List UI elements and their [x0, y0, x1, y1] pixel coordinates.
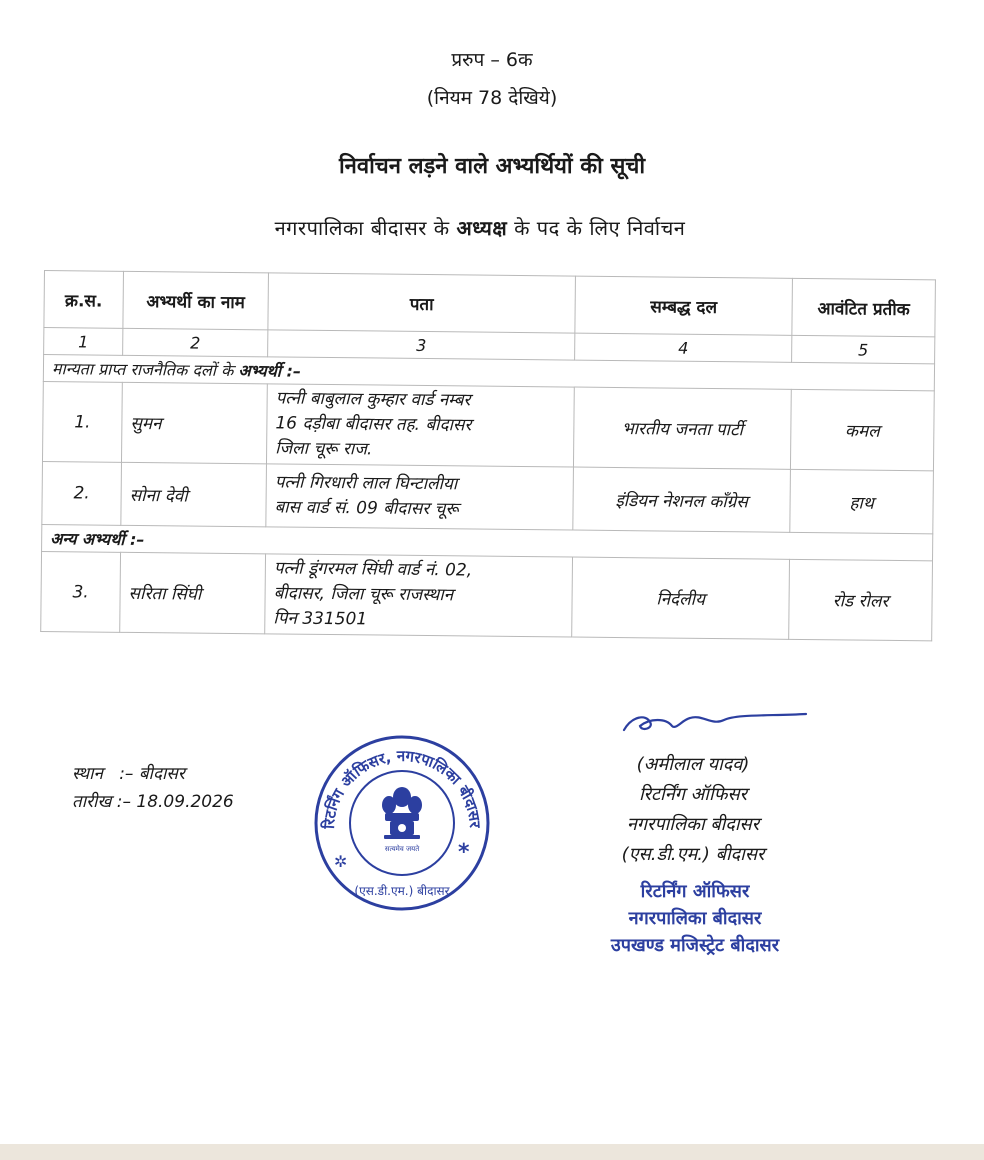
section-label-bold: अभ्यर्थी :–	[238, 361, 302, 381]
place-label: स्थान	[72, 764, 103, 784]
officer-signature	[620, 706, 810, 740]
address-line: बास वार्ड सं. 09 बीदासर चूरू	[274, 497, 459, 520]
stamp-line: रिटर्निंग ऑफिसर	[640, 881, 750, 902]
address-line: पत्नी डूंगरमल सिंघी वार्ड नं. 02,	[273, 558, 473, 581]
seal-graphic	[312, 733, 492, 913]
col-number: 4	[575, 333, 792, 362]
table-row	[42, 461, 934, 533]
officer-name: (अमीलाल यादव)	[636, 754, 750, 775]
address-line: पत्नी गिरधारी लाल घिन्टालीया	[274, 472, 458, 495]
officer-post: (एस.डी.एम.) बीदासर	[621, 844, 765, 865]
candidate-party: इंडियन नेशनल कॉंग्रेस	[573, 467, 791, 532]
col-number: 5	[792, 335, 935, 363]
candidate-name: सुमन	[121, 382, 267, 464]
candidate-serial: 3.	[41, 551, 121, 632]
candidate-address	[266, 464, 574, 530]
seal-star-icon: ✲	[334, 852, 348, 871]
place-line	[72, 760, 234, 788]
subtitle-prefix: नगरपालिका बीदासर के	[274, 216, 457, 240]
col-number: 1	[44, 328, 123, 356]
candidate-symbol: रोड रोलर	[789, 559, 933, 640]
candidate-name: सोना देवी	[121, 462, 267, 527]
seal-asterisk-icon: *	[458, 840, 470, 865]
official-seal	[312, 733, 492, 913]
address-line: 16 दड़ीबा बीदासर तह. बीदासर	[275, 413, 472, 436]
col-header-address: पता	[268, 273, 576, 333]
col-header-symbol: आवंटित प्रतीक	[792, 278, 936, 336]
form-number: प्ररुप – 6क	[451, 49, 533, 71]
seal-ring-text: रिटर्निंग ऑफिसर, नगरपालिका बीदासर	[319, 746, 485, 830]
document-subtitle	[0, 214, 960, 241]
address-line: पिन 331501	[273, 608, 368, 630]
stamp-line: उपखण्ड मजिस्ट्रेट बीदासर	[610, 935, 780, 956]
candidate-address	[266, 384, 574, 467]
stamp-line: नगरपालिका बीदासर	[628, 908, 762, 929]
officer-organisation: नगरपालिका बीदासर	[626, 814, 760, 835]
table-row	[41, 551, 933, 640]
officer-block	[578, 750, 808, 870]
place-value: :– बीदासर	[119, 764, 185, 784]
officer-title: रिटर्निंग ऑफिसर	[638, 784, 748, 805]
candidate-serial: 1.	[42, 381, 122, 462]
seal-bottom-text: (एस.डी.एम.) बीदासर	[354, 884, 450, 898]
candidate-symbol: हाथ	[790, 469, 934, 533]
designation-stamp	[560, 878, 830, 959]
candidate-name: सरिता सिंघी	[120, 552, 266, 634]
col-header-name: अभ्यर्थी का नाम	[123, 271, 269, 330]
place-date-block	[72, 760, 234, 816]
date-value: :– 18.09.2026	[116, 792, 234, 812]
date-label: तारीख	[72, 792, 112, 812]
col-number: 3	[268, 330, 575, 360]
candidate-serial: 2.	[42, 461, 122, 525]
date-line	[72, 788, 234, 816]
candidate-address	[265, 554, 573, 637]
address-line: पत्नी बाबुलाल कुम्हार वार्ड नम्बर	[275, 388, 471, 411]
emblem-caption: सत्यमेव जयते	[384, 845, 420, 853]
candidate-symbol: कमल	[790, 389, 934, 470]
candidate-party: भारतीय जनता पार्टी	[573, 387, 791, 469]
section-label-bold: अन्य अभ्यर्थी :–	[50, 529, 145, 550]
subtitle-suffix: के पद के लिए निर्वाचन	[507, 216, 686, 240]
candidate-party: निर्दलीय	[572, 557, 790, 639]
national-emblem-icon	[382, 787, 422, 839]
table-row	[42, 381, 934, 470]
col-number: 2	[123, 328, 268, 357]
address-line: बीदासर, जिला चूरू राजस्थान	[273, 583, 454, 606]
candidates-table	[40, 270, 936, 641]
col-header-serial: क्र.स.	[44, 271, 124, 329]
address-line: जिला चूरू राज.	[275, 438, 373, 460]
rule-reference: (नियम 78 देखिये)	[426, 87, 558, 109]
col-header-party: सम्बद्ध दल	[575, 276, 793, 335]
section-label-text: मान्यता प्राप्त राजनैतिक दलों के	[51, 359, 239, 381]
subtitle-post-name: अध्यक्ष	[456, 216, 508, 240]
document-title: निर्वाचन लड़ने वाले अभ्यर्थियों की सूची	[338, 154, 646, 179]
table-header-row	[44, 271, 936, 337]
page-bottom-edge	[0, 1144, 984, 1160]
